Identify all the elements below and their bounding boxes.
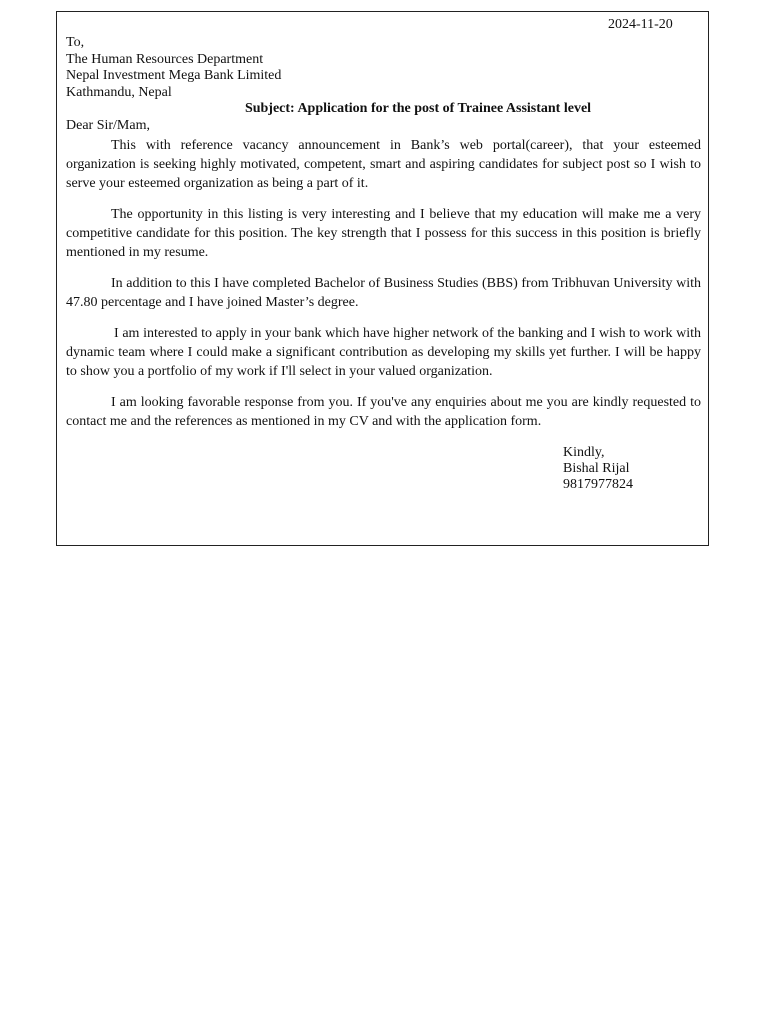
address-location: Kathmandu, Nepal [66, 84, 172, 100]
address-department: The Human Resources Department [66, 51, 264, 67]
address-to: To, [66, 35, 85, 50]
body-paragraph-4: I am interested to apply in your bank which have higher network of the banking and I wish to work with dynamic team where I could make a significant contribution as developing my skills yet further. I will be happy to show you a portfolio of my work if I'll select in your valued organization. [66, 326, 701, 379]
closing-text: Kindly, [563, 445, 605, 460]
letter-salutation: Dear Sir/Mam, [66, 118, 150, 133]
body-paragraph-3: In addition to this I have completed Bachelor of Business Studies (BBS) from Tribhuvan University with 47.80 percentage and I have joined Master’s degree. [66, 276, 701, 310]
body-paragraph-5: I am looking favorable response from you. If you've any enquiries about me you are kindly requested to contact me and the references as mentioned in my CV and with the application form. [66, 395, 701, 429]
letter-frame [56, 11, 709, 546]
address-organization: Nepal Investment Mega Bank Limited [66, 68, 282, 83]
letter-subject: Subject: Application for the post of Trainee Assistant level [244, 101, 592, 116]
signer-name: Bishal Rijal [563, 461, 630, 476]
recipient-address [66, 35, 281, 101]
signer-phone: 9817977824 [563, 477, 633, 492]
letter-date: 2024-11-20 [608, 17, 673, 32]
signature-block [563, 445, 633, 493]
body-paragraph-2: The opportunity in this listing is very interesting and I believe that my education will make me a very competitive candidate for this position. The key strength that I possess for this success in this position is briefly mentioned in my resume. [66, 207, 701, 260]
body-paragraph-1: This with reference vacancy announcement in Bank’s web portal(career), that your esteemed organization is seeking highly motivated, competent, smart and aspiring candidates for subject post so I wish to serve your esteemed organization as being a part of it. [66, 138, 701, 191]
